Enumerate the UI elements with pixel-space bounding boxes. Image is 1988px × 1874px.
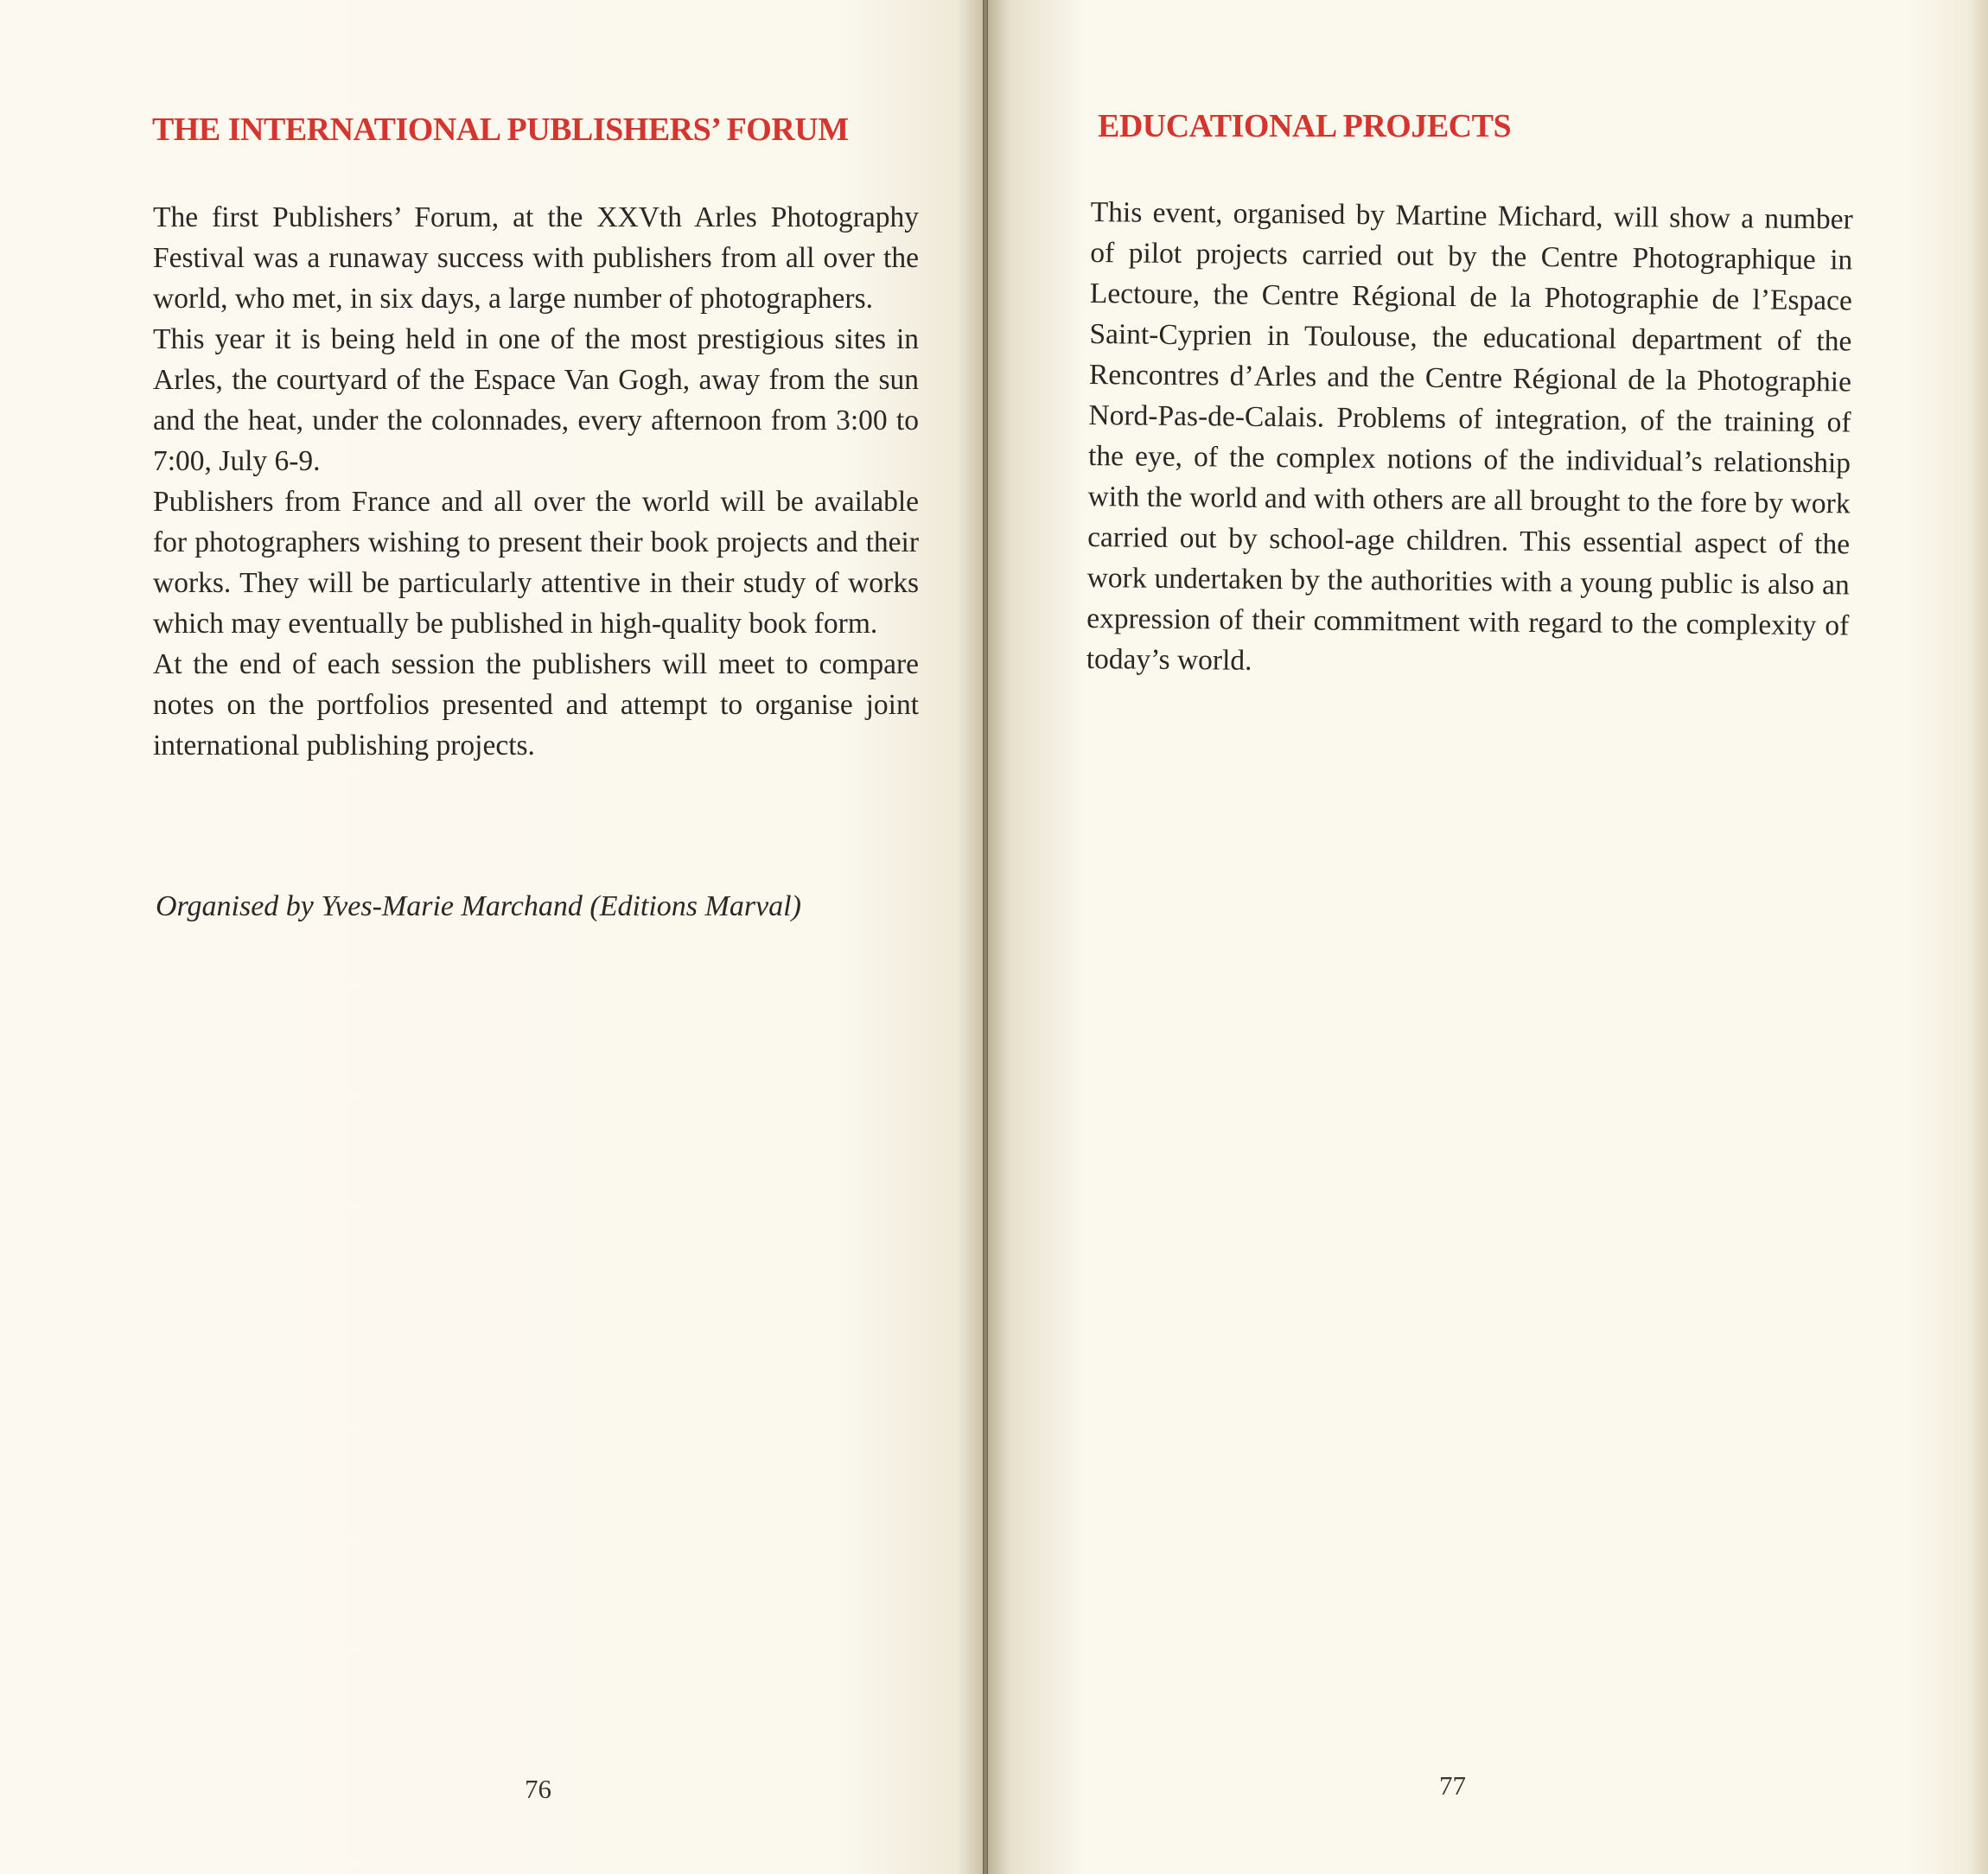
page-number-left: 76 — [525, 1774, 551, 1804]
left-paragraph-3: Publishers from France and all over the world will be available for photographers wishing to present their book projects and their works. They will be particularly attentive in their study of works which may eventually be published in high-quality book form. — [153, 486, 919, 640]
left-page-heading: THE INTERNATIONAL PUBLISHERS’ FORUM — [152, 112, 849, 148]
page-number-right: 77 — [1439, 1770, 1466, 1801]
left-paragraph-2: This year it is being held in one of the most prestigious sites in Arles, the courtyard of the Espace Van Gogh, away from the sun and the heat, under the colonnades, every afternoon from 3:00 to 7:00, July 6-9. — [153, 323, 919, 477]
organiser-credit: Organised by Yves-Marie Marchand (Editions Marval) — [156, 890, 801, 922]
right-paragraph: This event, organised by Martine Michard, will show a number of pilot projects carried out by the Centre Photographique in Lectoure, the Centre Régional de la Photographie de l’Espace Saint-Cyprien in Toulouse, the educational department of the Rencontres d’Arles and the Centre Régional de la Photographie Nord-Pas-de-Calais. Problems of integration, of the training of the eye, of the complex notions of the individual’s relationship with the world and with others are all brought to the fore by work carried out by school-age children. This essential aspect of the work undertaken by the authorities with a young public is also an expression of their commitment with regard to the complexity of today’s world. — [1086, 195, 1853, 677]
left-page — [0, 0, 985, 1874]
right-page-heading: EDUCATIONAL PROJECTS — [1098, 108, 1512, 144]
book-gutter — [983, 0, 988, 1874]
left-paragraph-1: The first Publishers’ Forum, at the XXVth Arles Photography Festival was a runaway success with publishers from all over the world, who met, in six days, a large number of photographers. — [153, 201, 919, 315]
left-page-body — [153, 197, 919, 766]
left-paragraph-4: At the end of each session the publishers will meet to compare notes on the portfolios presented and attempt to organise joint international publishing projects. — [153, 648, 919, 762]
right-page-body — [1086, 192, 1853, 686]
